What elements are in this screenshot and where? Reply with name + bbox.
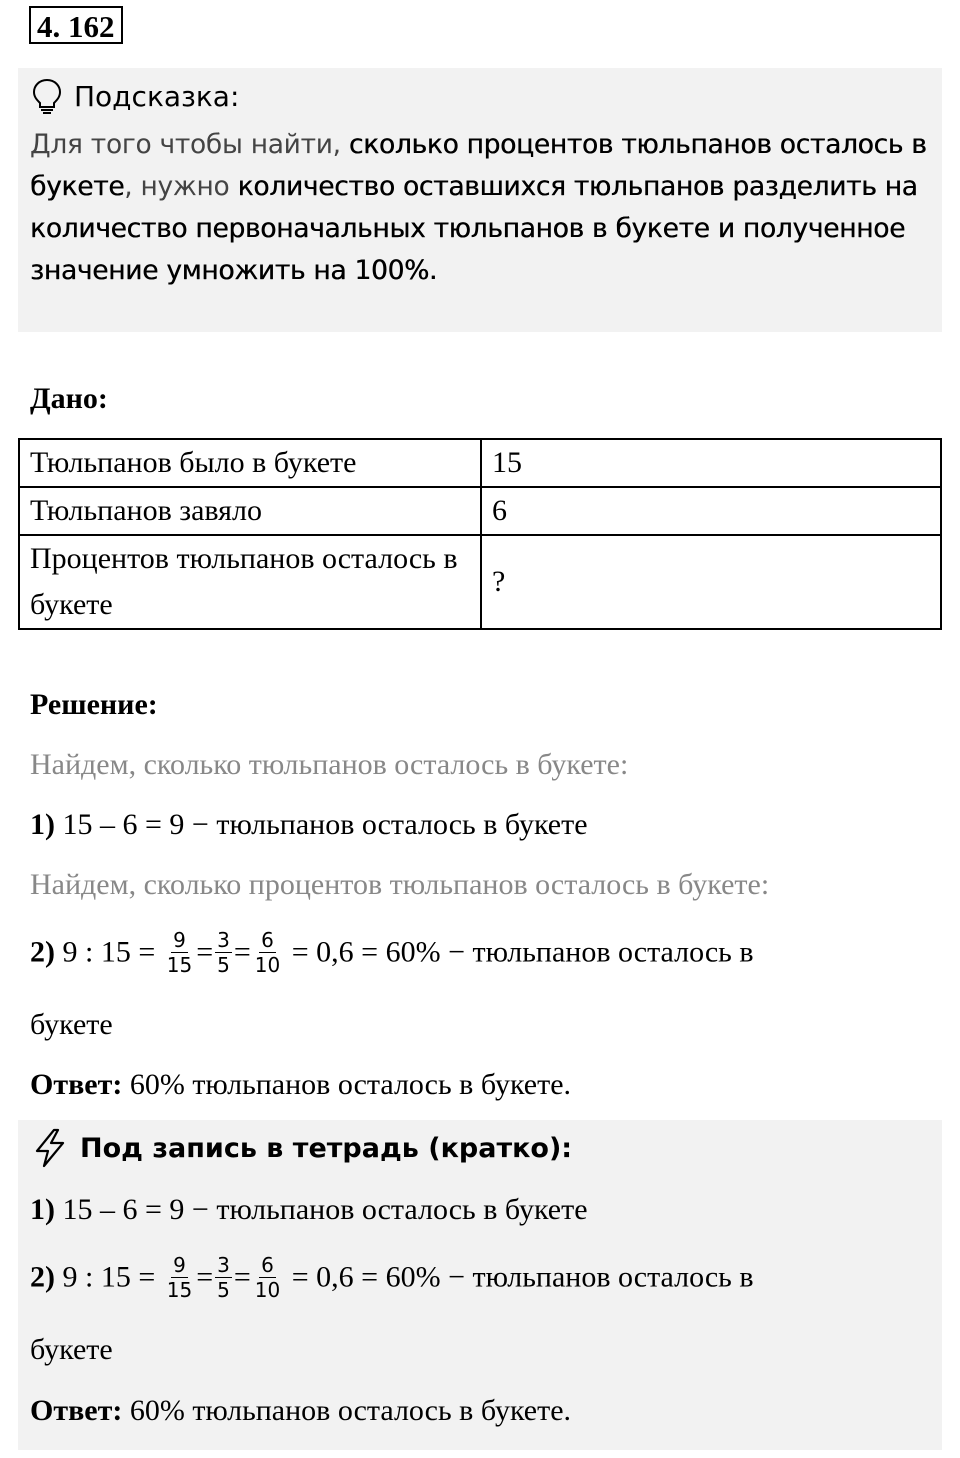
step-number: 1): [30, 808, 55, 841]
problem-number: 4. 162: [29, 6, 123, 44]
answer-label: Ответ:: [30, 1068, 123, 1101]
equals-sign: =: [196, 935, 214, 969]
notebook-step-2: [30, 1255, 754, 1304]
hint-segment: Для того чтобы найти,: [30, 129, 349, 160]
fraction: [165, 1253, 194, 1302]
table-row: [19, 439, 941, 487]
step-number: 2): [30, 935, 55, 969]
step-text: 15 – 6 = 9 − тюльпанов осталось в букете: [62, 808, 588, 841]
given-value: 6: [481, 487, 941, 535]
notebook-step-1: [30, 1193, 588, 1227]
equals-sign: =: [196, 1260, 214, 1294]
equals-sign: =: [233, 1260, 251, 1294]
fraction-numerator: 3: [217, 1253, 230, 1277]
fraction: [253, 1253, 282, 1302]
equals-sign: =: [233, 935, 251, 969]
fraction-denominator: 5: [217, 1278, 230, 1302]
answer-text: 60% тюльпанов осталось в букете.: [122, 1068, 572, 1101]
fraction-denominator: 15: [166, 953, 193, 977]
lightning-icon: [30, 1127, 70, 1169]
lightbulb-icon: [30, 77, 64, 115]
given-label: Тюльпанов завяло: [19, 487, 481, 535]
notebook-title-text: Под запись в тетрадь (кратко):: [80, 1132, 573, 1164]
step-number: 2): [30, 1260, 55, 1294]
step-suffix: = 0,6 = 60% − тюльпанов осталось в: [291, 1260, 754, 1294]
hint-segment-bold: количество оставшихся тюльпанов разделить на количество первоначальных тюльпанов в букете и полученное значение умножить на 100%.: [30, 171, 918, 286]
step-prefix: 9 : 15 =: [62, 935, 156, 969]
solution-heading: Решение:: [30, 688, 158, 721]
fraction-numerator: 3: [217, 928, 230, 952]
given-label: Процентов тюльпанов осталось в букете: [19, 535, 481, 629]
fraction: [253, 928, 282, 977]
solution-comment-1: Найдем, сколько тюльпанов осталось в букете:: [30, 748, 629, 781]
given-value: 15: [481, 439, 941, 487]
table-row: [19, 535, 941, 629]
answer-text: 60% тюльпанов осталось в букете.: [122, 1394, 572, 1427]
fraction-numerator: 6: [261, 928, 274, 952]
fraction-numerator: 6: [261, 1253, 274, 1277]
given-heading: Дано:: [30, 382, 108, 415]
answer-label: Ответ:: [30, 1394, 123, 1427]
notebook-title: [30, 1126, 572, 1170]
solution-step-1: [30, 808, 588, 842]
fraction: [215, 1253, 232, 1302]
hint-segment-bold: сколько процентов тюльпанов осталось в букете: [30, 129, 927, 202]
table-row: [19, 487, 941, 535]
fraction-denominator: 10: [254, 953, 281, 977]
fraction-denominator: 5: [217, 953, 230, 977]
fraction: [215, 928, 232, 977]
step-continuation: букете: [30, 1333, 113, 1366]
step-text: 15 – 6 = 9 − тюльпанов осталось в букете: [62, 1193, 588, 1226]
solution-answer: [30, 1068, 571, 1102]
step-prefix: 9 : 15 =: [62, 1260, 156, 1294]
given-table: [18, 438, 942, 630]
fraction-numerator: 9: [173, 928, 186, 952]
given-label: Тюльпанов было в букете: [19, 439, 481, 487]
given-value: ?: [481, 535, 941, 629]
fraction: [165, 928, 194, 977]
fraction-denominator: 15: [166, 1278, 193, 1302]
fraction-numerator: 9: [173, 1253, 186, 1277]
hint-segment: , нужно: [124, 171, 238, 202]
hint-title-text: Подсказка:: [74, 79, 240, 113]
step-suffix: = 0,6 = 60% − тюльпанов осталось в: [291, 935, 754, 969]
step-number: 1): [30, 1193, 55, 1226]
solution-step-2: [30, 930, 754, 979]
step-continuation: букете: [30, 1008, 113, 1041]
notebook-answer: [30, 1394, 571, 1428]
fraction-denominator: 10: [254, 1278, 281, 1302]
hint-text: [30, 124, 930, 292]
hint-title: [30, 76, 239, 116]
solution-comment-2: Найдем, сколько процентов тюльпанов осталось в букете:: [30, 868, 770, 901]
